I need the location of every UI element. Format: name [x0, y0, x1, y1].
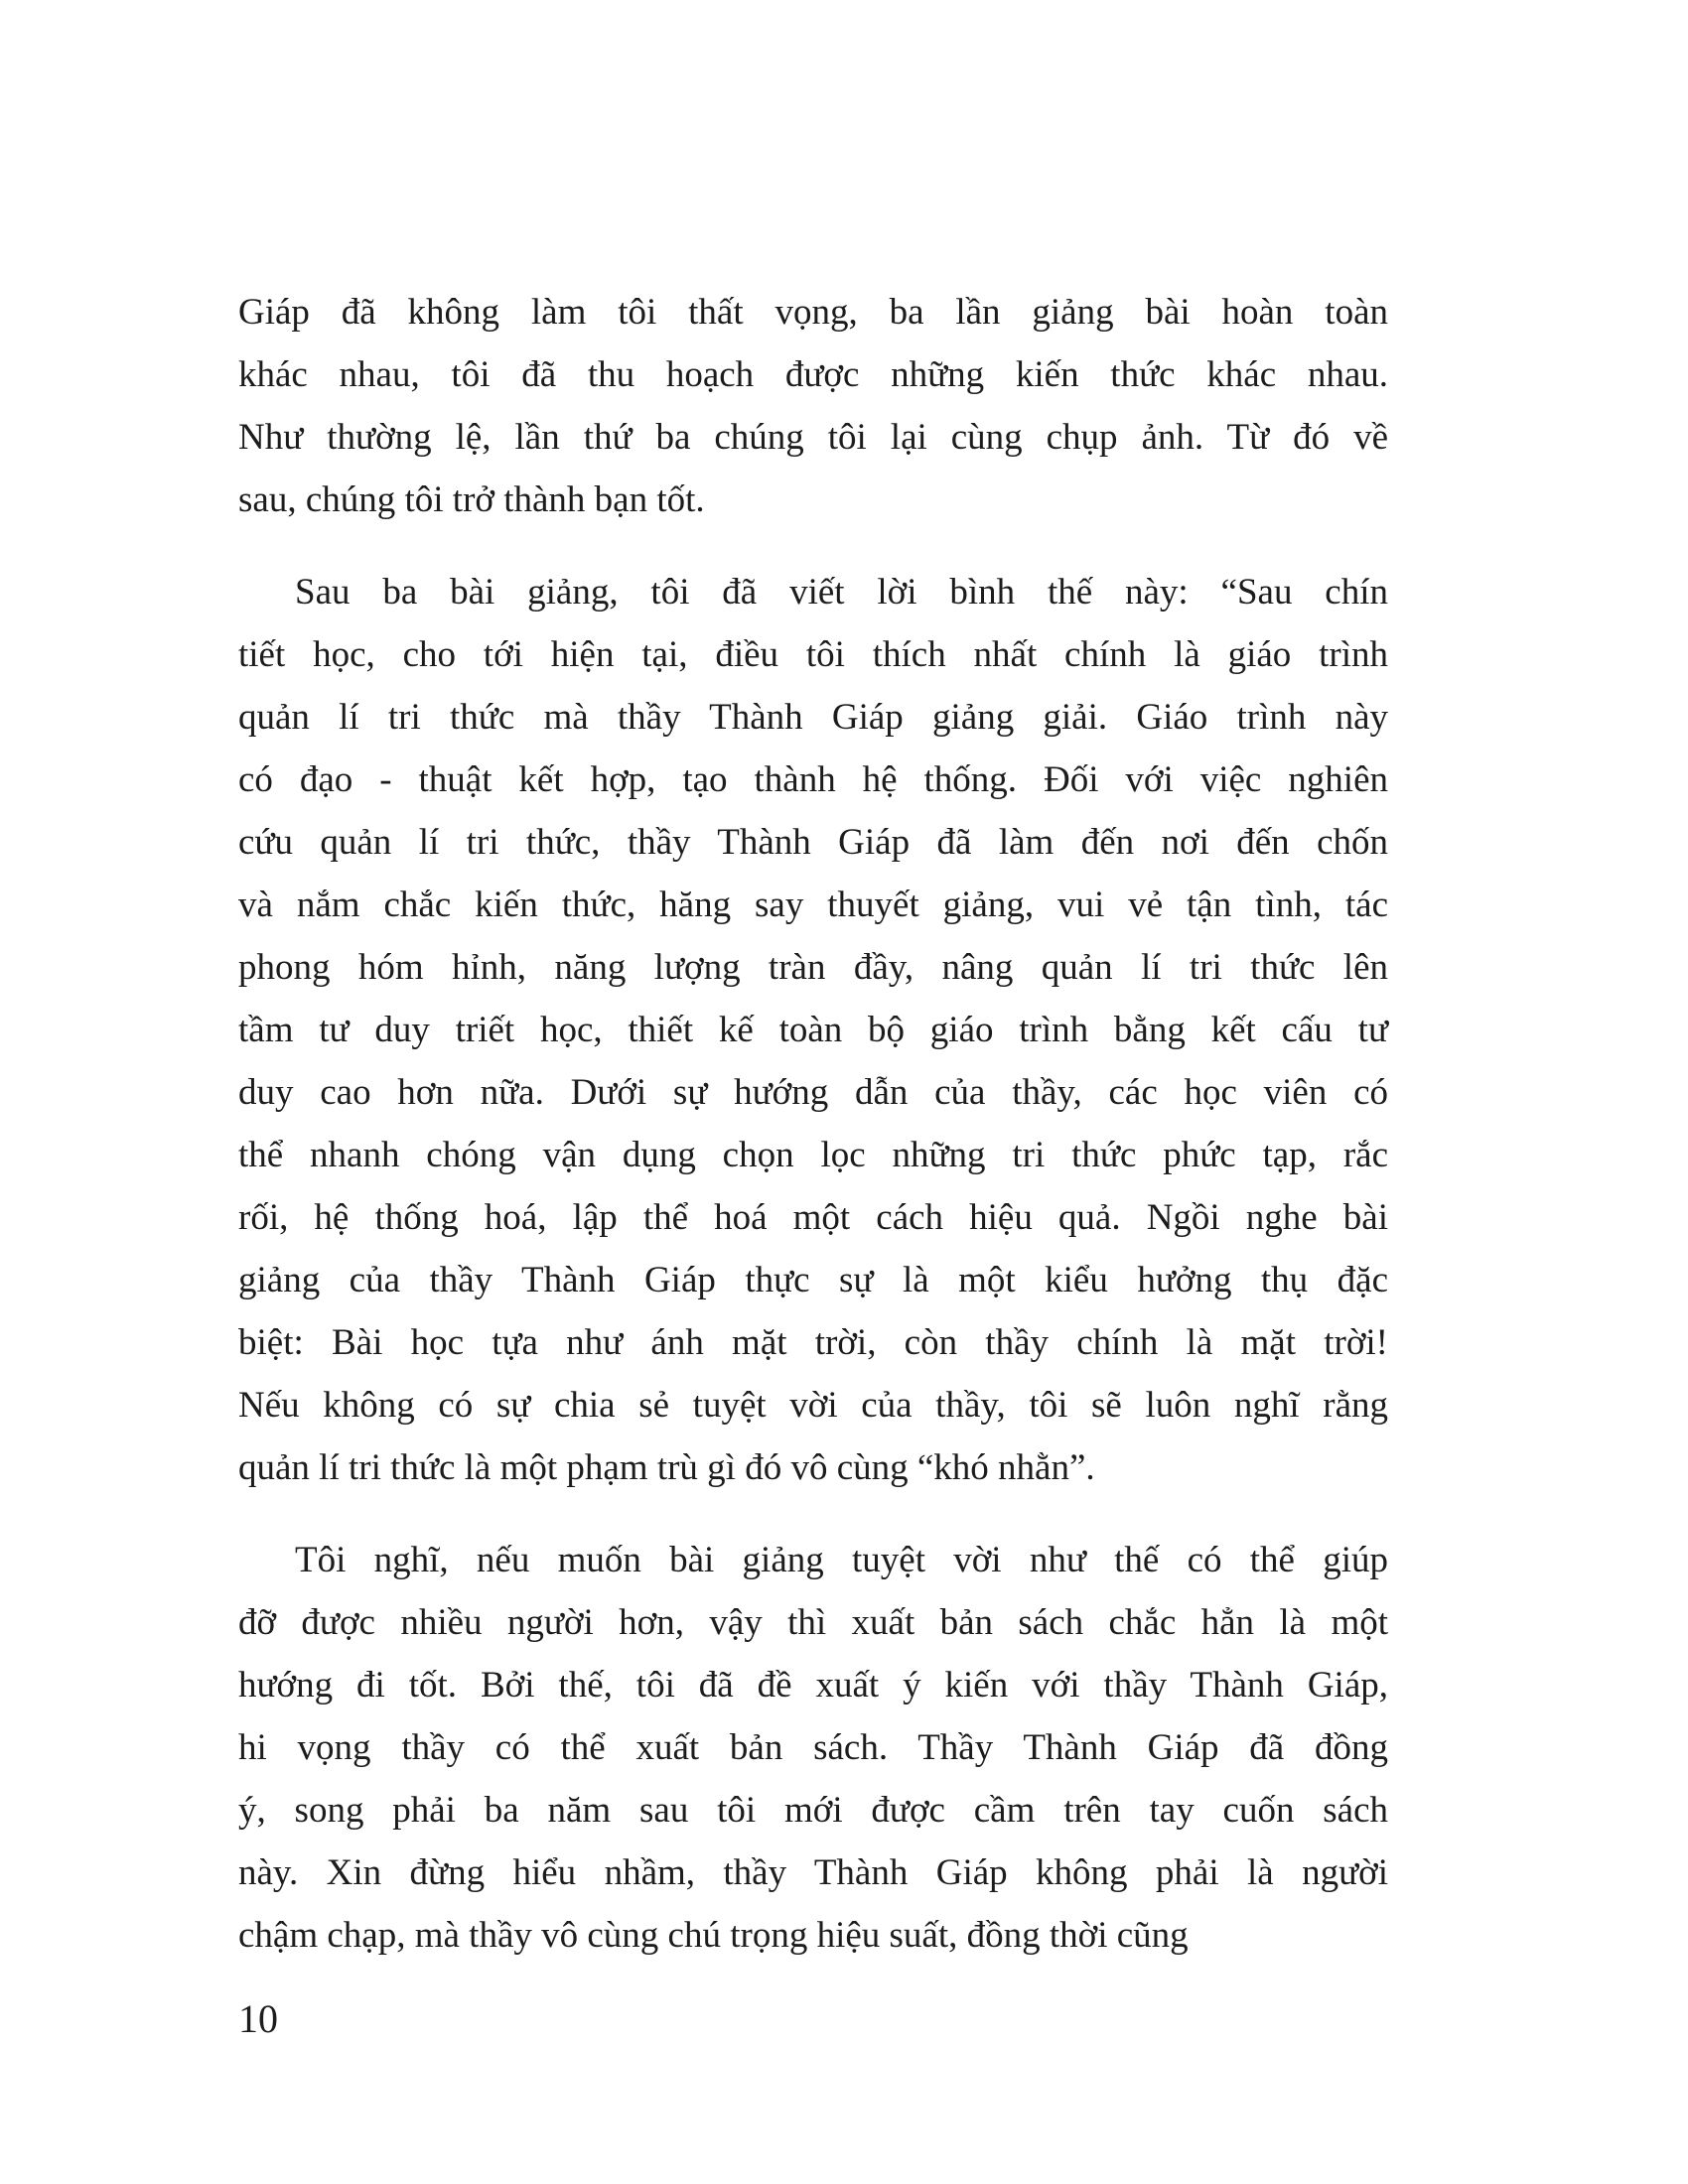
text-line: tầm tư duy triết học, thiết kế toàn bộ giáo trình bằng kết cấu tư	[238, 1010, 1388, 1050]
paragraph	[238, 1529, 1388, 1967]
text-line: tiết học, cho tới hiện tại, điều tôi thích nhất chính là giáo trình	[238, 634, 1388, 675]
paragraph	[238, 561, 1388, 1499]
text-line: hướng đi tốt. Bởi thế, tôi đã đề xuất ý kiến với thầy Thành Giáp,	[238, 1665, 1388, 1706]
text-line: Sau ba bài giảng, tôi đã viết lời bình thế này: “Sau chín	[295, 572, 1388, 613]
paragraph	[238, 281, 1388, 531]
text-line: Nếu không có sự chia sẻ tuyệt vời của thầy, tôi sẽ luôn nghĩ rằng	[238, 1385, 1388, 1426]
text-line: có đạo - thuật kết hợp, tạo thành hệ thống. Đối với việc nghiên	[238, 759, 1388, 800]
text-line: cứu quản lí tri thức, thầy Thành Giáp đã làm đến nơi đến chốn	[238, 822, 1388, 863]
text-line: biệt: Bài học tựa như ánh mặt trời, còn thầy chính là mặt trời!	[238, 1322, 1388, 1363]
text-line: Giáp đã không làm tôi thất vọng, ba lần giảng bài hoàn toàn	[238, 292, 1388, 333]
text-line: quản lí tri thức là một phạm trù gì đó vô cùng “khó nhằn”.	[238, 1447, 1095, 1488]
text-line: rối, hệ thống hoá, lập thể hoá một cách hiệu quả. Ngồi nghe bài	[238, 1197, 1388, 1238]
text-line: đỡ được nhiều người hơn, vậy thì xuất bản sách chắc hẳn là một	[238, 1602, 1388, 1643]
text-line: duy cao hơn nữa. Dưới sự hướng dẫn của thầy, các học viên có	[238, 1072, 1388, 1113]
text-line: này. Xin đừng hiểu nhầm, thầy Thành Giáp không phải là người	[238, 1852, 1388, 1893]
text-line: chậm chạp, mà thầy vô cùng chú trọng hiệu suất, đồng thời cũng	[238, 1915, 1189, 1956]
text-line: Tôi nghĩ, nếu muốn bài giảng tuyệt vời như thế có thể giúp	[295, 1540, 1388, 1580]
text-block	[238, 281, 1388, 1967]
text-line: khác nhau, tôi đã thu hoạch được những kiến thức khác nhau.	[238, 354, 1388, 395]
text-line: giảng của thầy Thành Giáp thực sự là một kiểu hưởng thụ đặc	[238, 1260, 1388, 1300]
text-line: quản lí tri thức mà thầy Thành Giáp giảng giải. Giáo trình này	[238, 697, 1388, 738]
text-line: phong hóm hỉnh, năng lượng tràn đầy, nâng quản lí tri thức lên	[238, 947, 1388, 988]
text-line: ý, song phải ba năm sau tôi mới được cầm trên tay cuốn sách	[238, 1790, 1388, 1831]
text-line: và nắm chắc kiến thức, hăng say thuyết giảng, vui vẻ tận tình, tác	[238, 885, 1388, 925]
text-line: hi vọng thầy có thể xuất bản sách. Thầy Thành Giáp đã đồng	[238, 1727, 1388, 1768]
page-number: 10	[238, 1996, 278, 2041]
text-line: thể nhanh chóng vận dụng chọn lọc những tri thức phức tạp, rắc	[238, 1135, 1388, 1175]
text-line: sau, chúng tôi trở thành bạn tốt.	[238, 479, 705, 520]
text-line: Như thường lệ, lần thứ ba chúng tôi lại cùng chụp ảnh. Từ đó về	[238, 417, 1388, 458]
